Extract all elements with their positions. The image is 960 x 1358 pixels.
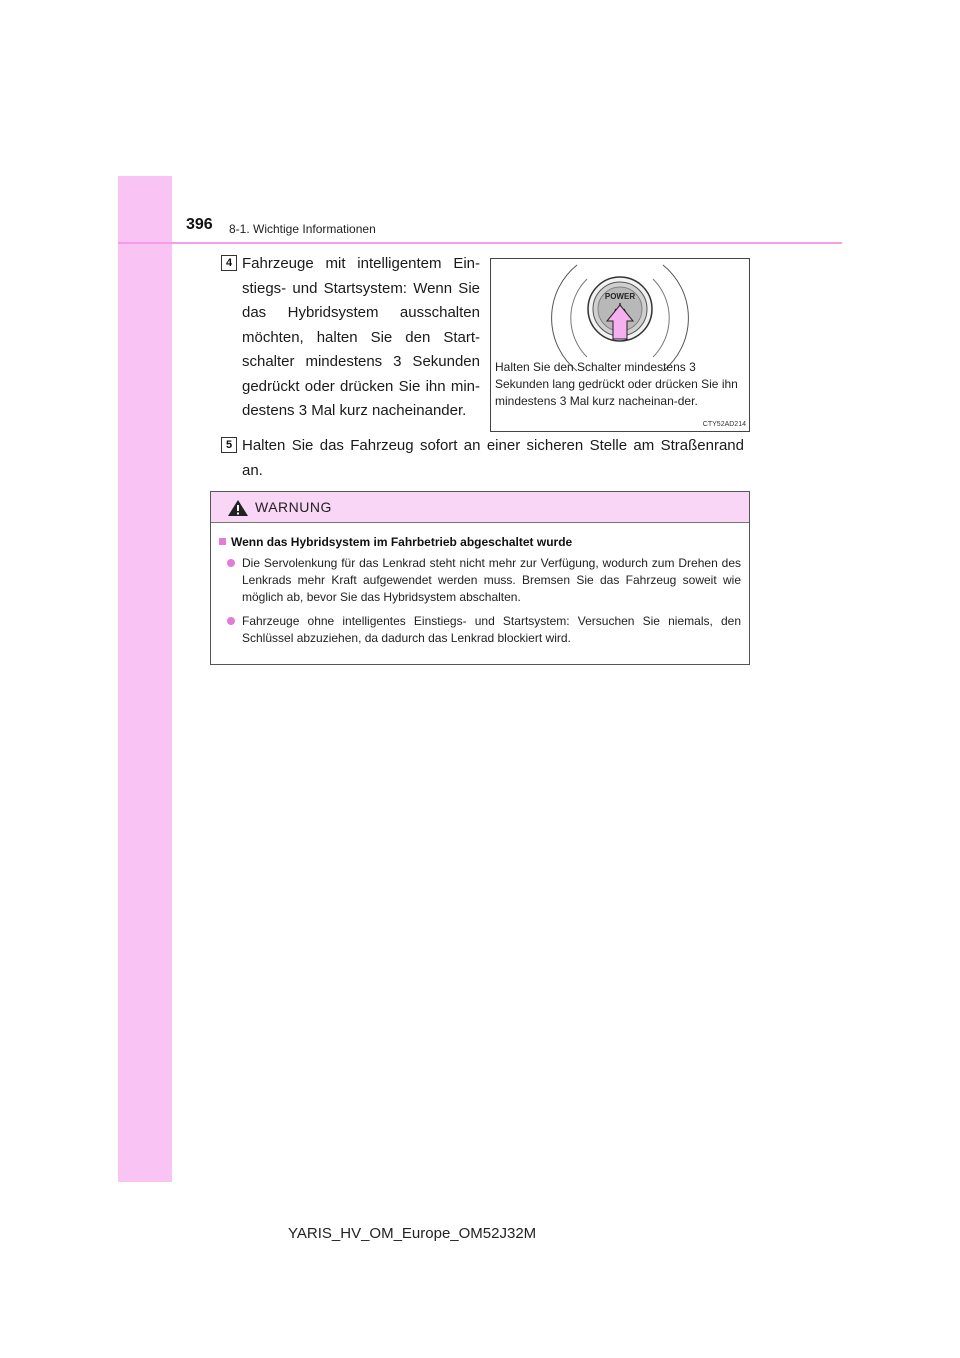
warning-bullet-text: Die Servolenkung für das Lenkrad steht nicht mehr zur Verfügung, wodurch zum Drehen des Lenkrads mehr Kraft aufgewendet werden muss. Bremsen Sie das Fahrzeug soweit wie möglich ab, bevor Sie das Hybridsystem abschalten.: [242, 556, 741, 604]
step-marker-5: 5: [221, 437, 237, 453]
header-rule: [118, 242, 842, 244]
round-bullet-icon: [227, 559, 235, 567]
side-band: [118, 176, 172, 1182]
warning-bullet: [219, 613, 741, 647]
step-marker-4: 4: [221, 255, 237, 271]
step-4-text: Fahrzeuge mit intelligentem Ein-stiegs- und Startsystem: Wenn Sie das Hybridsystem ausschalten möchten, halten Sie den Start-schalter mindestens 3 Sekunden gedrückt oder drücken Sie ihn min-destens 3 Mal kurz nacheinander.: [242, 255, 480, 419]
step-5-text: Halten Sie das Fahrzeug sofort an einer sicheren Stelle am Straßenrand an.: [242, 437, 744, 479]
footer-doc-id: YARIS_HV_OM_Europe_OM52J32M: [288, 1225, 537, 1242]
power-button-label: POWER: [604, 292, 636, 301]
warning-heading: [219, 535, 741, 549]
warning-box: [210, 491, 750, 665]
page-number: 396: [186, 216, 213, 233]
warning-bullet-text: Fahrzeuge ohne intelligentes Einstiegs- und Startsystem: Versuchen Sie niemals, den Schlüssel abzuziehen, da dadurch das Lenkrad blockiert wird.: [242, 614, 741, 645]
warning-header: [211, 492, 749, 523]
warning-body: [211, 523, 749, 647]
warning-title: WARNUNG: [255, 499, 332, 515]
warning-bullet: [219, 555, 741, 606]
warning-heading-text: Wenn das Hybridsystem im Fahrbetrieb abgeschaltet wurde: [231, 535, 573, 549]
power-button-figure: [490, 258, 750, 432]
section-header: 8-1. Wichtige Informationen: [229, 222, 376, 236]
square-bullet-icon: [219, 538, 226, 545]
warning-triangle-icon: [227, 499, 249, 517]
figure-code: CTY52AD214: [702, 421, 746, 428]
round-bullet-icon: [227, 617, 235, 625]
figure-caption: Halten Sie den Schalter mindestens 3 Sekunden lang gedrückt oder drücken Sie ihn mindestens 3 Mal kurz nacheinan-der.: [495, 360, 738, 408]
